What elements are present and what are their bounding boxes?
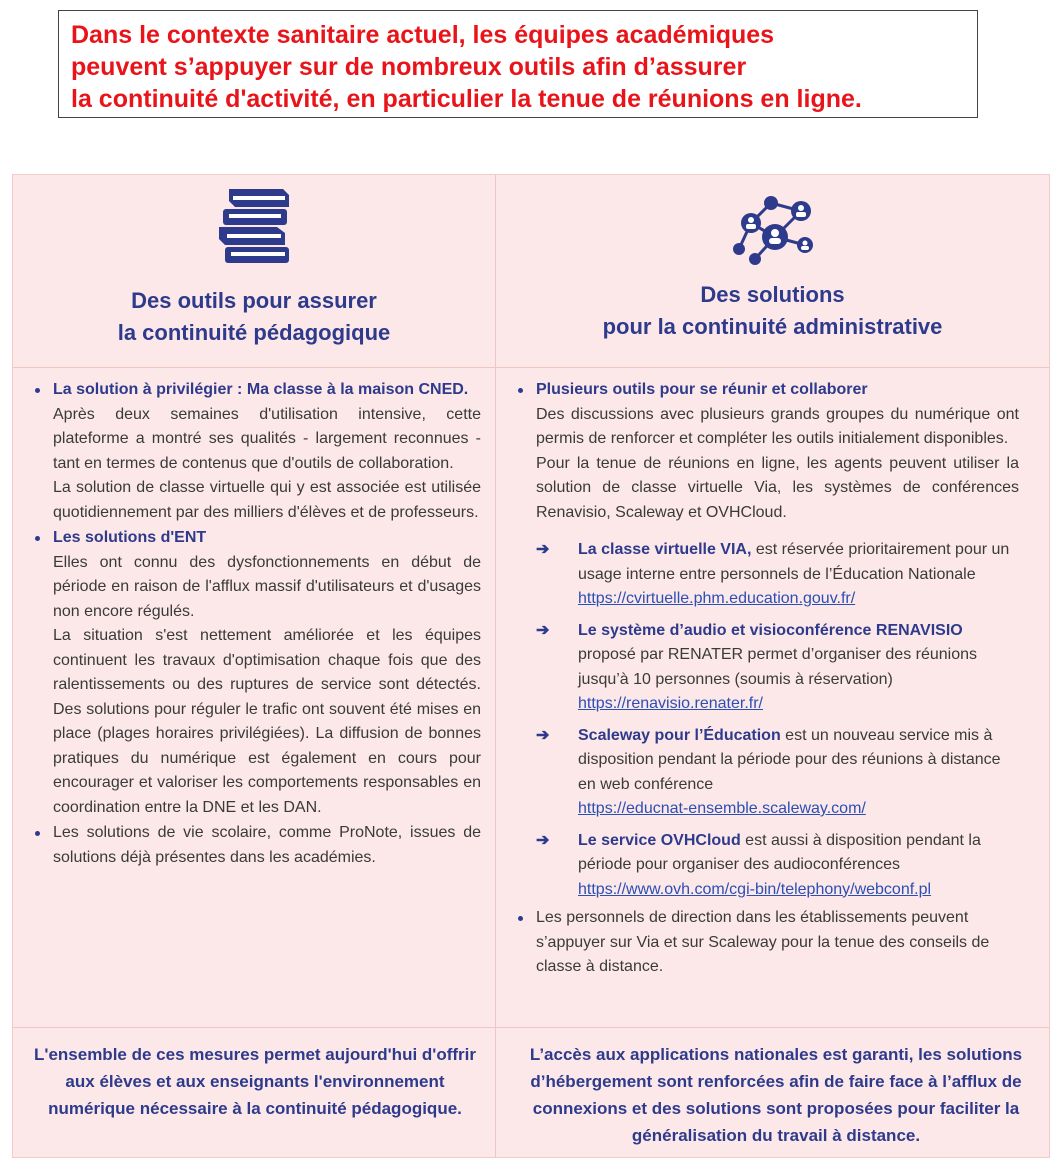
service-name: Scaleway pour l’Éducation [578, 726, 781, 744]
service-description: proposé par RENATER permet d’organiser des réunions jusqu’à 10 personnes (soumis à réservation) [578, 646, 978, 688]
service-list [514, 538, 1019, 902]
service-link[interactable]: https://cvirtuelle.phm.education.gouv.fr/ [578, 590, 856, 607]
list-item [31, 378, 481, 525]
right-footer: L’accès aux applications nationales est garanti, les solutions d’hébergement sont renforcées afin de faire face à l’afflux de connexions et des solutions sont proposées pour faciliter la généralisation du travail à distance. [529, 1045, 1023, 1145]
service-description: est réservée prioritairement pour un usage interne entre personnels de l’Éducation Nationale [578, 541, 1010, 583]
right-column-header [496, 175, 1049, 367]
bullet-title: Les solutions d'ENT [53, 529, 207, 546]
intro-banner [58, 10, 978, 118]
left-footer: L'ensemble de ces mesures permet aujourd'hui d'offrir aux élèves et aux enseignants l'environnement numérique nécessaire à la continuité pédagogique. [34, 1045, 476, 1118]
service-item-via [536, 538, 1019, 612]
left-title-line-1: Des outils pour assurer [131, 288, 377, 313]
right-column-body [514, 378, 1019, 980]
left-column-body [31, 378, 481, 870]
list-item [31, 526, 481, 820]
paragraph: Les personnels de direction dans les établissements peuvent s’appuyer sur Via et sur Scaleway pour la tenue des conseils de classe à distance. [536, 909, 990, 975]
paragraph: Après deux semaines d'utilisation intensive, cette plateforme a montré ses qualités - largement reconnues - tant en termes de contenus que d'outils de collaboration. [53, 405, 481, 472]
arrow-right-icon: ➔ [536, 726, 550, 744]
left-title-line-2: la continuité pédagogique [117, 320, 391, 345]
network-people-icon [725, 183, 821, 276]
list-item [514, 378, 1019, 525]
banner-line-3: la continuité d'activité, en particulier la tenue de réunions en ligne. [71, 85, 862, 113]
bullet-title: La solution à privilégier : Ma classe à la maison CNED. [53, 381, 469, 398]
left-column-header [13, 175, 495, 367]
paragraph: La solution de classe virtuelle qui y est associée est utilisée quotidiennement par des milliers d'élèves et de professeurs. [53, 479, 481, 521]
service-item-scaleway [536, 724, 1019, 822]
right-title-line-1: Des solutions [700, 282, 845, 307]
right-title-line-2: pour la continuité administrative [602, 314, 943, 339]
paragraph: Elles ont connu des dysfonctionnements en début de période en raison de l'afflux massif d'utilisateurs et d'usages non encore régulés. [53, 553, 481, 620]
service-description: est aussi à disposition pendant la période pour organiser des audioconférences [578, 831, 981, 873]
service-item-renavisio [536, 619, 1019, 717]
paragraph: Pour la tenue de réunions en ligne, les agents peuvent utiliser la solution de classe virtuelle Via, les systèmes de conférences Renavisio, Scaleway et OVHCloud. [536, 454, 1019, 521]
two-column-panel [12, 174, 1050, 1158]
service-name: La classe virtuelle VIA, [578, 541, 752, 558]
banner-line-2: peuvent s’appuyer sur de nombreux outils afin d’assurer [71, 53, 747, 81]
service-name: Le service OVHCloud [578, 831, 741, 849]
books-icon [209, 183, 299, 276]
service-item-ovhcloud [536, 829, 1019, 903]
service-link[interactable]: https://renavisio.renater.fr/ [578, 695, 763, 712]
service-description: est un nouveau service mis à disposition pendant la période pour des réunions à distance en web conférence [578, 726, 1001, 793]
paragraph: Les solutions de vie scolaire, comme ProNote, issues de solutions déjà présentes dans les académies. [53, 824, 481, 866]
arrow-right-icon: ➔ [536, 621, 550, 639]
service-name: Le système d’audio et visioconférence RENAVISIO [578, 621, 963, 639]
header-divider [13, 367, 1049, 368]
arrow-right-icon: ➔ [536, 541, 550, 558]
banner-line-1: Dans le contexte sanitaire actuel, les équipes académiques [71, 21, 775, 49]
paragraph: Des discussions avec plusieurs grands groupes du numérique ont permis de renforcer et compléter les outils initialement disponibles. [536, 405, 1019, 447]
arrow-right-icon: ➔ [536, 831, 550, 849]
paragraph: La situation s'est nettement améliorée et les équipes continuent les travaux d'optimisation chaque fois que des ralentissements ou des ruptures de service sont détectés. Des solutions pour réguler le trafic ont souvent été mises en place (plages horaires privilégiées). La diffusion de bonnes pratiques du numérique est également en cours pour encourager et valoriser les comportements responsables en coordination entre la DNE et les DAN. [53, 627, 481, 816]
list-item [514, 906, 1019, 980]
service-link[interactable]: https://www.ovh.com/cgi-bin/telephony/webconf.pl [578, 880, 932, 898]
bullet-title: Plusieurs outils pour se réunir et collaborer [536, 381, 868, 398]
list-item [31, 821, 481, 870]
service-link[interactable]: https://educnat-ensemble.scaleway.com/ [578, 800, 866, 817]
